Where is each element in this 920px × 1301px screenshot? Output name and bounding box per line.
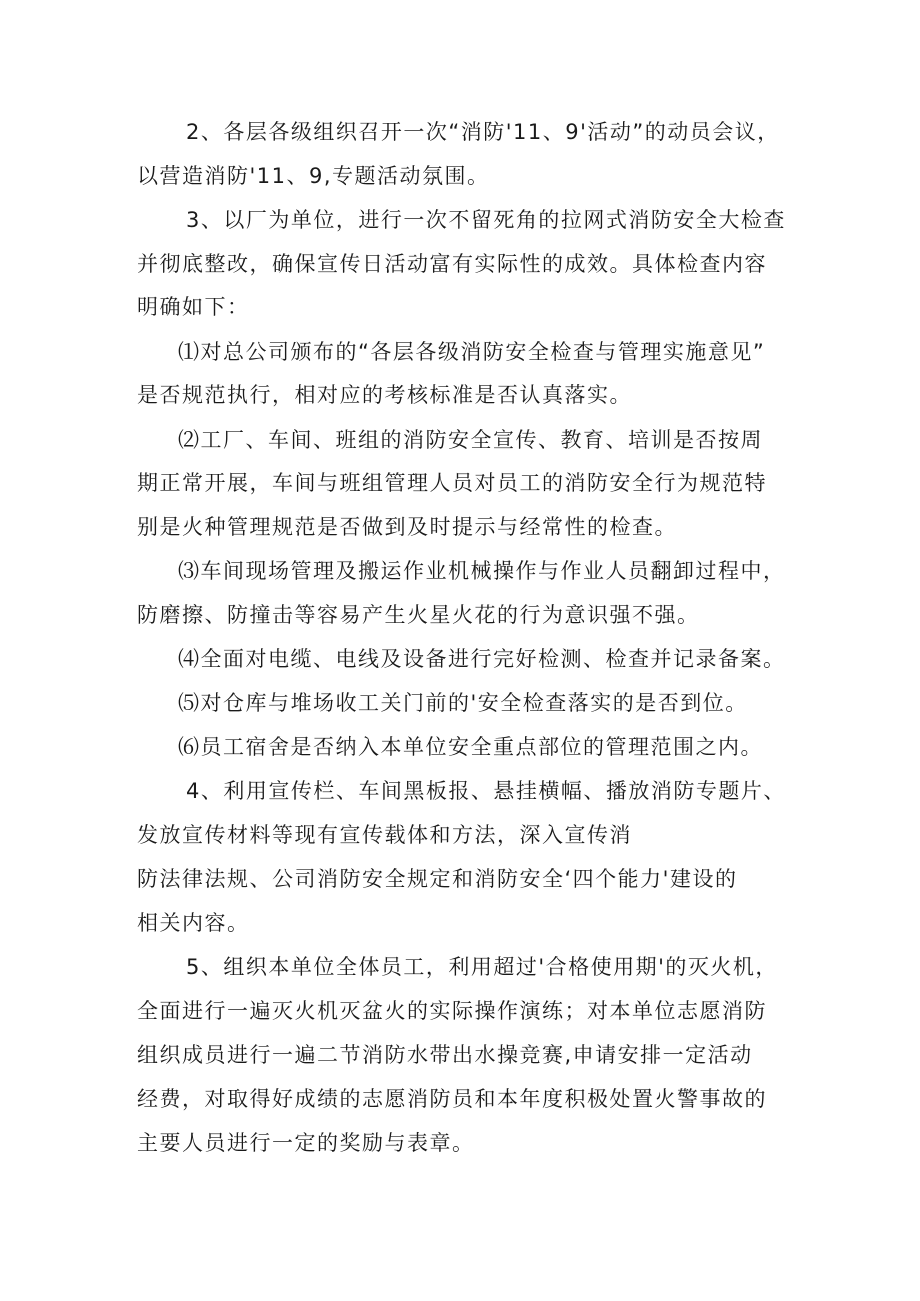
text-line: ⑶车间现场管理及搬运作业机械操作与作业人员翻卸过程中， <box>178 559 786 583</box>
text-line: 组织成员进行一遍二节消防水带出水操竞赛,申请安排一定活动 <box>137 1043 753 1067</box>
text-line: 以营造消防'11、9,专题活动氛围。 <box>137 164 490 188</box>
text-line: ⑸对仓库与堆场收工关门前的'安全检查落实的是否到位。 <box>178 691 748 715</box>
text-line: 防磨擦、防撞击等容易产生火星火花的行为意识强不强。 <box>137 603 700 627</box>
text-line: 相关内容。 <box>137 911 250 935</box>
text-line: ⑹员工宿舍是否纳入本单位安全重点部位的管理范围之内。 <box>178 735 763 759</box>
text-line: 全面进行一遍灭火机灭盆火的实际操作演练；对本单位志愿消防 <box>137 999 767 1023</box>
text-line: ⑵工厂、车间、班组的消防安全宣传、教育、培训是否按周 <box>178 428 763 452</box>
text-line: 2、各层各级组织召开一次“消防'11、9'活动”的动员会议， <box>186 120 780 144</box>
text-line: 别是火种管理规范是否做到及时提示与经常性的检查。 <box>137 515 677 539</box>
text-line: 并彻底整改，确保宣传日活动富有实际性的成效。具体检查内容 <box>137 252 767 276</box>
text-line: 4、利用宣传栏、车间黑板报、悬挂横幅、播放消防专题片、 <box>186 779 786 803</box>
text-line: ⑷全面对电缆、电线及设备进行完好检测、检查并记录备案。 <box>178 647 786 671</box>
text-line: 3、以厂为单位，进行一次不留死角的拉网式消防安全大检查 <box>186 208 786 232</box>
text-line: 防法律法规、公司消防安全规定和消防安全‘四个能力'建设的 <box>137 867 738 891</box>
text-line: 经费，对取得好成绩的志愿消防员和本年度积极处置火警事故的 <box>137 1087 767 1111</box>
text-line: 主要人员进行一定的奖励与表章。 <box>137 1131 475 1155</box>
text-line: 是否规范执行，相对应的考核标准是否认真落实。 <box>137 383 632 407</box>
text-line: 5、组织本单位全体员工，利用超过'合格使用期'的灭火机， <box>186 955 778 979</box>
text-line: ⑴对总公司颁布的“各层各级消防安全检查与管理实施意见” <box>178 340 766 364</box>
text-line: 明确如下： <box>137 295 250 319</box>
text-line: 期正常开展，车间与班组管理人员对员工的消防安全行为规范特 <box>137 471 767 495</box>
text-line: 发放宣传材料等现有宣传载体和方法，深入宣传消 <box>137 823 632 847</box>
